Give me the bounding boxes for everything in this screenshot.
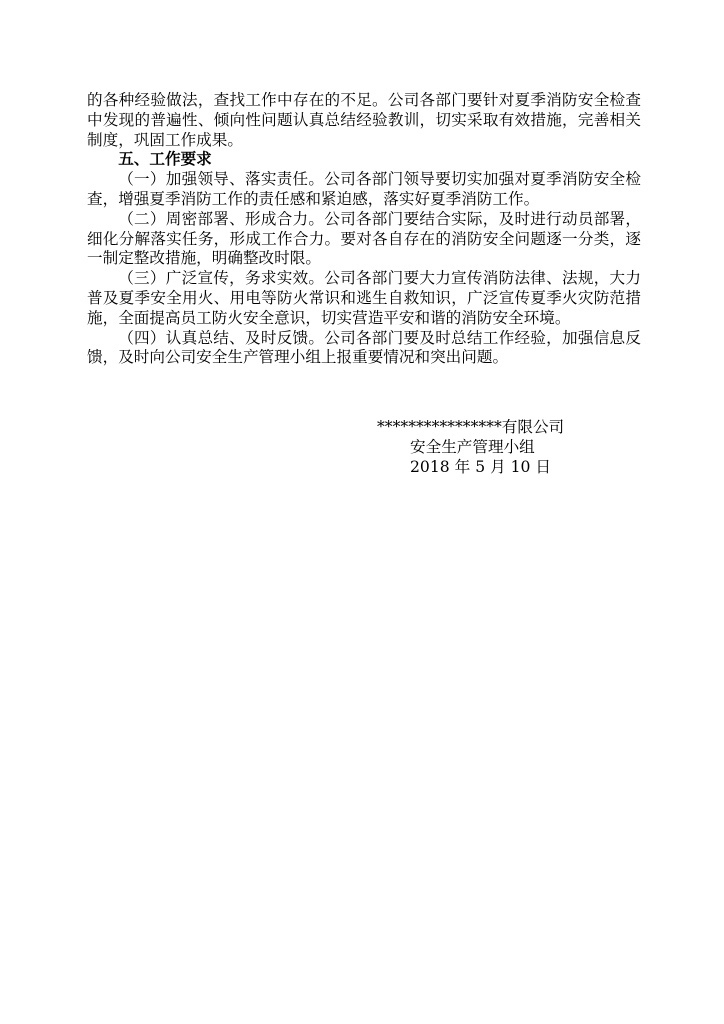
section-heading-work-requirements: 五、工作要求 (118, 150, 212, 169)
requirement-item-1: （一）加强领导、落实责任。公司各部门领导要切实加强对夏季消防安全检查，增强夏季消防工作的责任感和紧迫感，落实好夏季消防工作。 (87, 170, 641, 208)
paragraph-continuation: 的各种经验做法，查找工作中存在的不足。公司各部门要针对夏季消防安全检查中发现的普遍性、倾向性问题认真总结经验教训，切实采取有效措施，完善相关制度，巩固工作成果。 (87, 91, 641, 149)
signature-group: 安全生产管理小组 (410, 437, 535, 456)
signature-date: 2018 年 5 月 10 日 (410, 457, 552, 476)
requirement-item-2: （二）周密部署、形成合力。公司各部门要结合实际，及时进行动员部署，细化分解落实任务，形成工作合力。要对各自存在的消防安全问题逐一分类，逐一制定整改措施，明确整改时限。 (87, 209, 641, 268)
signature-company: ****************有限公司 (377, 418, 565, 436)
requirement-item-3: （三）广泛宣传，务求实效。公司各部门要大力宣传消防法律、法规，大力普及夏季安全用火、用电等防火常识和逃生自救知识，广泛宣传夏季火灾防范措施，全面提高员工防火安全意识，切实营造平安和谐的消防安全环境。 (87, 269, 641, 327)
signature-block (377, 418, 607, 477)
document-body (87, 91, 641, 368)
requirement-item-4: （四）认真总结、及时反馈。公司各部门要及时总结工作经验，加强信息反馈，及时向公司安全生产管理小组上报重要情况和突出问题。 (87, 328, 641, 367)
